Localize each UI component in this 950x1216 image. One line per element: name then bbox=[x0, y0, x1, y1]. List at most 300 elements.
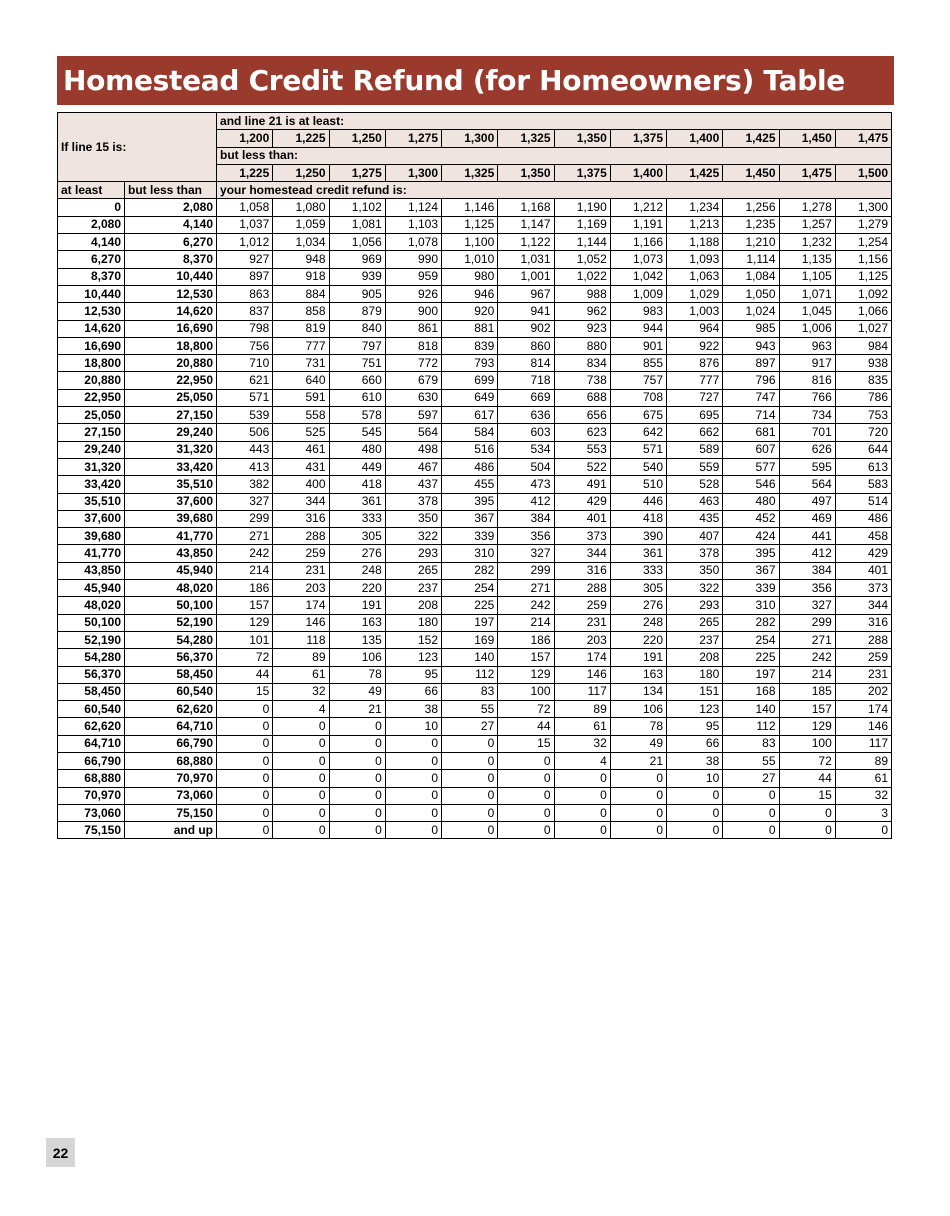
refund-cell: 699 bbox=[442, 372, 498, 389]
refund-cell: 356 bbox=[498, 528, 554, 545]
refund-cell: 0 bbox=[217, 787, 273, 804]
refund-cell: 0 bbox=[385, 787, 441, 804]
refund-cell: 772 bbox=[385, 355, 441, 372]
refund-cell: 0 bbox=[329, 735, 385, 752]
refund-cell: 720 bbox=[835, 424, 891, 441]
refund-cell: 282 bbox=[442, 562, 498, 579]
income-at-least-cell: 4,140 bbox=[58, 234, 125, 251]
income-at-least-cell: 58,450 bbox=[58, 683, 125, 700]
refund-cell: 884 bbox=[273, 285, 329, 302]
refund-cell: 0 bbox=[610, 787, 666, 804]
refund-cell: 1,003 bbox=[667, 303, 723, 320]
refund-cell: 967 bbox=[498, 285, 554, 302]
refund-cell: 316 bbox=[835, 614, 891, 631]
income-at-least-cell: 43,850 bbox=[58, 562, 125, 579]
table-row bbox=[58, 476, 892, 493]
refund-cell: 701 bbox=[779, 424, 835, 441]
refund-cell: 95 bbox=[667, 718, 723, 735]
refund-cell: 413 bbox=[217, 458, 273, 475]
table-row bbox=[58, 822, 892, 839]
refund-cell: 901 bbox=[610, 337, 666, 354]
line21-label: and line 21 is at least: bbox=[217, 113, 892, 130]
refund-cell: 100 bbox=[779, 735, 835, 752]
refund-cell: 1,254 bbox=[835, 234, 891, 251]
refund-cell: 157 bbox=[217, 597, 273, 614]
refund-cell: 310 bbox=[723, 597, 779, 614]
refund-cell: 446 bbox=[610, 493, 666, 510]
refund-cell: 78 bbox=[610, 718, 666, 735]
refund-cell: 185 bbox=[779, 683, 835, 700]
refund-cell: 356 bbox=[779, 580, 835, 597]
refund-cell: 1,147 bbox=[498, 216, 554, 233]
refund-cell: 497 bbox=[779, 493, 835, 510]
refund-cell: 265 bbox=[667, 614, 723, 631]
refund-cell: 636 bbox=[498, 407, 554, 424]
refund-cell: 926 bbox=[385, 285, 441, 302]
refund-cell: 163 bbox=[329, 614, 385, 631]
refund-cell: 818 bbox=[385, 337, 441, 354]
refund-cell: 897 bbox=[217, 268, 273, 285]
income-at-least-cell: 68,880 bbox=[58, 770, 125, 787]
refund-cell: 333 bbox=[610, 562, 666, 579]
refund-cell: 731 bbox=[273, 355, 329, 372]
refund-cell: 373 bbox=[835, 580, 891, 597]
income-less-than-cell: 37,600 bbox=[125, 493, 217, 510]
table-row bbox=[58, 285, 892, 302]
refund-cell: 129 bbox=[498, 666, 554, 683]
refund-cell: 78 bbox=[329, 666, 385, 683]
refund-cell: 0 bbox=[273, 735, 329, 752]
table-row bbox=[58, 355, 892, 372]
refund-cell: 0 bbox=[329, 822, 385, 839]
refund-cell: 66 bbox=[667, 735, 723, 752]
line21-threshold-cell: 1,225 bbox=[273, 130, 329, 147]
income-at-least-cell: 45,940 bbox=[58, 580, 125, 597]
refund-cell: 220 bbox=[329, 580, 385, 597]
income-at-least-cell: 75,150 bbox=[58, 822, 125, 839]
refund-cell: 473 bbox=[498, 476, 554, 493]
refund-cell: 640 bbox=[273, 372, 329, 389]
refund-cell: 793 bbox=[442, 355, 498, 372]
refund-cell: 963 bbox=[779, 337, 835, 354]
refund-cell: 437 bbox=[385, 476, 441, 493]
refund-cell: 1,144 bbox=[554, 234, 610, 251]
refund-cell: 21 bbox=[610, 752, 666, 769]
refund-cell: 378 bbox=[667, 545, 723, 562]
refund-cell: 0 bbox=[554, 804, 610, 821]
refund-cell: 225 bbox=[442, 597, 498, 614]
refund-cell: 180 bbox=[667, 666, 723, 683]
income-at-least-cell: 62,620 bbox=[58, 718, 125, 735]
refund-cell: 361 bbox=[329, 493, 385, 510]
refund-cell: 259 bbox=[273, 545, 329, 562]
refund-cell: 134 bbox=[610, 683, 666, 700]
refund-cell: 282 bbox=[723, 614, 779, 631]
refund-cell: 95 bbox=[385, 666, 441, 683]
refund-cell: 344 bbox=[273, 493, 329, 510]
refund-cell: 589 bbox=[667, 441, 723, 458]
refund-cell: 607 bbox=[723, 441, 779, 458]
refund-cell: 578 bbox=[329, 407, 385, 424]
table-row bbox=[58, 251, 892, 268]
table-row bbox=[58, 458, 892, 475]
income-at-least-cell: 73,060 bbox=[58, 804, 125, 821]
refund-cell: 516 bbox=[442, 441, 498, 458]
refund-cell: 1,029 bbox=[667, 285, 723, 302]
refund-cell: 259 bbox=[835, 649, 891, 666]
refund-cell: 89 bbox=[835, 752, 891, 769]
income-at-least-cell: 70,970 bbox=[58, 787, 125, 804]
refund-cell: 271 bbox=[217, 528, 273, 545]
refund-cell: 0 bbox=[385, 770, 441, 787]
refund-cell: 738 bbox=[554, 372, 610, 389]
refund-cell: 316 bbox=[554, 562, 610, 579]
refund-cell: 1,300 bbox=[835, 199, 891, 216]
line21-threshold-cell: 1,500 bbox=[835, 164, 891, 181]
line21-threshold-cell: 1,400 bbox=[667, 130, 723, 147]
refund-cell: 55 bbox=[442, 701, 498, 718]
refund-cell: 1,073 bbox=[610, 251, 666, 268]
refund-cell: 373 bbox=[554, 528, 610, 545]
refund-cell: 985 bbox=[723, 320, 779, 337]
refund-cell: 327 bbox=[217, 493, 273, 510]
refund-cell: 0 bbox=[273, 822, 329, 839]
income-at-least-cell: 54,280 bbox=[58, 649, 125, 666]
refund-cell: 151 bbox=[667, 683, 723, 700]
refund-cell: 242 bbox=[217, 545, 273, 562]
refund-cell: 49 bbox=[329, 683, 385, 700]
refund-cell: 0 bbox=[217, 735, 273, 752]
refund-cell: 242 bbox=[779, 649, 835, 666]
table-row bbox=[58, 787, 892, 804]
refund-cell: 1,213 bbox=[667, 216, 723, 233]
refund-cell: 441 bbox=[779, 528, 835, 545]
refund-cell: 467 bbox=[385, 458, 441, 475]
income-at-least-cell: 66,790 bbox=[58, 752, 125, 769]
refund-cell: 918 bbox=[273, 268, 329, 285]
income-at-least-cell: 10,440 bbox=[58, 285, 125, 302]
refund-cell: 944 bbox=[610, 320, 666, 337]
refund-cell: 920 bbox=[442, 303, 498, 320]
refund-cell: 32 bbox=[554, 735, 610, 752]
refund-cell: 577 bbox=[723, 458, 779, 475]
refund-cell: 1,256 bbox=[723, 199, 779, 216]
refund-cell: 675 bbox=[610, 407, 666, 424]
refund-cell: 814 bbox=[498, 355, 554, 372]
refund-cell: 1,100 bbox=[442, 234, 498, 251]
refund-cell: 152 bbox=[385, 631, 441, 648]
refund-cell: 558 bbox=[273, 407, 329, 424]
income-less-than-cell: 35,510 bbox=[125, 476, 217, 493]
refund-cell: 649 bbox=[442, 389, 498, 406]
refund-cell: 429 bbox=[835, 545, 891, 562]
if-line-15-label: If line 15 is: bbox=[58, 113, 217, 182]
refund-cell: 157 bbox=[498, 649, 554, 666]
refund-cell: 61 bbox=[835, 770, 891, 787]
refund-cell: 969 bbox=[329, 251, 385, 268]
refund-cell: 146 bbox=[273, 614, 329, 631]
refund-cell: 463 bbox=[667, 493, 723, 510]
line21-threshold-cell: 1,350 bbox=[554, 130, 610, 147]
income-less-than-cell: 10,440 bbox=[125, 268, 217, 285]
refund-cell: 186 bbox=[217, 580, 273, 597]
refund-cell: 753 bbox=[835, 407, 891, 424]
refund-cell: 881 bbox=[442, 320, 498, 337]
income-less-than-cell: 33,420 bbox=[125, 458, 217, 475]
refund-cell: 0 bbox=[554, 787, 610, 804]
income-less-than-cell: 60,540 bbox=[125, 683, 217, 700]
refund-cell: 610 bbox=[329, 389, 385, 406]
refund-cell: 1,093 bbox=[667, 251, 723, 268]
refund-cell: 644 bbox=[835, 441, 891, 458]
refund-cell: 0 bbox=[329, 752, 385, 769]
refund-cell: 613 bbox=[835, 458, 891, 475]
refund-cell: 27 bbox=[723, 770, 779, 787]
refund-cell: 400 bbox=[273, 476, 329, 493]
refund-cell: 718 bbox=[498, 372, 554, 389]
income-less-than-cell: 62,620 bbox=[125, 701, 217, 718]
income-at-least-cell: 2,080 bbox=[58, 216, 125, 233]
refund-cell: 747 bbox=[723, 389, 779, 406]
income-at-least-cell: 35,510 bbox=[58, 493, 125, 510]
line21-threshold-cell: 1,425 bbox=[723, 130, 779, 147]
refund-cell: 553 bbox=[554, 441, 610, 458]
refund-cell: 382 bbox=[217, 476, 273, 493]
refund-cell: 254 bbox=[442, 580, 498, 597]
table-row bbox=[58, 614, 892, 631]
income-at-least-cell: 64,710 bbox=[58, 735, 125, 752]
income-at-least-cell: 14,620 bbox=[58, 320, 125, 337]
refund-cell: 418 bbox=[610, 510, 666, 527]
refund-cell: 214 bbox=[779, 666, 835, 683]
income-less-than-cell: 14,620 bbox=[125, 303, 217, 320]
income-less-than-cell: 43,850 bbox=[125, 545, 217, 562]
refund-cell: 595 bbox=[779, 458, 835, 475]
refund-cell: 305 bbox=[329, 528, 385, 545]
income-at-least-cell: 29,240 bbox=[58, 441, 125, 458]
table-row bbox=[58, 718, 892, 735]
refund-cell: 1,257 bbox=[779, 216, 835, 233]
refund-cell: 964 bbox=[667, 320, 723, 337]
income-at-least-cell: 31,320 bbox=[58, 458, 125, 475]
refund-cell: 1,092 bbox=[835, 285, 891, 302]
refund-cell: 777 bbox=[667, 372, 723, 389]
refund-cell: 876 bbox=[667, 355, 723, 372]
refund-cell: 15 bbox=[217, 683, 273, 700]
refund-cell: 1,006 bbox=[779, 320, 835, 337]
table-row bbox=[58, 320, 892, 337]
refund-cell: 299 bbox=[217, 510, 273, 527]
refund-cell: 766 bbox=[779, 389, 835, 406]
refund-cell: 66 bbox=[385, 683, 441, 700]
refund-cell: 1,235 bbox=[723, 216, 779, 233]
refund-cell: 504 bbox=[498, 458, 554, 475]
refund-cell: 571 bbox=[610, 441, 666, 458]
refund-cell: 214 bbox=[498, 614, 554, 631]
refund-cell: 271 bbox=[498, 580, 554, 597]
refund-cell: 0 bbox=[498, 752, 554, 769]
page-number: 22 bbox=[46, 1138, 75, 1167]
refund-cell: 44 bbox=[779, 770, 835, 787]
refund-cell: 265 bbox=[385, 562, 441, 579]
refund-cell: 0 bbox=[442, 735, 498, 752]
refund-cell: 751 bbox=[329, 355, 385, 372]
refund-cell: 522 bbox=[554, 458, 610, 475]
income-less-than-cell: 39,680 bbox=[125, 510, 217, 527]
refund-cell: 506 bbox=[217, 424, 273, 441]
refund-cell: 299 bbox=[498, 562, 554, 579]
refund-cell: 545 bbox=[329, 424, 385, 441]
refund-cell: 584 bbox=[442, 424, 498, 441]
refund-cell: 174 bbox=[273, 597, 329, 614]
refund-cell: 839 bbox=[442, 337, 498, 354]
income-less-than-cell: 68,880 bbox=[125, 752, 217, 769]
refund-cell: 1,045 bbox=[779, 303, 835, 320]
income-less-than-cell: 41,770 bbox=[125, 528, 217, 545]
refund-cell: 157 bbox=[779, 701, 835, 718]
table-row bbox=[58, 735, 892, 752]
refund-cell: 106 bbox=[329, 649, 385, 666]
refund-cell: 327 bbox=[498, 545, 554, 562]
refund-cell: 38 bbox=[667, 752, 723, 769]
refund-cell: 350 bbox=[667, 562, 723, 579]
line21-threshold-cell: 1,400 bbox=[610, 164, 666, 181]
income-at-least-cell: 0 bbox=[58, 199, 125, 216]
refund-cell: 0 bbox=[554, 770, 610, 787]
table-row bbox=[58, 666, 892, 683]
income-less-than-cell: 6,270 bbox=[125, 234, 217, 251]
refund-cell: 310 bbox=[442, 545, 498, 562]
title-bar bbox=[57, 56, 894, 105]
refund-cell: 1,009 bbox=[610, 285, 666, 302]
refund-cell: 922 bbox=[667, 337, 723, 354]
line21-threshold-cell: 1,375 bbox=[610, 130, 666, 147]
income-less-than-cell: 58,450 bbox=[125, 666, 217, 683]
refund-cell: 174 bbox=[835, 701, 891, 718]
refund-cell: 514 bbox=[835, 493, 891, 510]
refund-cell: 1,058 bbox=[217, 199, 273, 216]
refund-cell: 339 bbox=[442, 528, 498, 545]
refund-cell: 276 bbox=[329, 545, 385, 562]
income-at-least-cell: 41,770 bbox=[58, 545, 125, 562]
refund-cell: 322 bbox=[385, 528, 441, 545]
refund-cell: 118 bbox=[273, 631, 329, 648]
income-at-least-cell: 22,950 bbox=[58, 389, 125, 406]
refund-cell: 480 bbox=[723, 493, 779, 510]
refund-cell: 1,105 bbox=[779, 268, 835, 285]
refund-cell: 0 bbox=[498, 770, 554, 787]
table-row bbox=[58, 649, 892, 666]
refund-cell: 412 bbox=[498, 493, 554, 510]
refund-cell: 401 bbox=[835, 562, 891, 579]
income-less-than-cell: 64,710 bbox=[125, 718, 217, 735]
table-row bbox=[58, 216, 892, 233]
refund-cell: 0 bbox=[554, 822, 610, 839]
refund-cell: 559 bbox=[667, 458, 723, 475]
line21-threshold-cell: 1,325 bbox=[442, 164, 498, 181]
income-at-least-cell: 48,020 bbox=[58, 597, 125, 614]
refund-cell: 32 bbox=[273, 683, 329, 700]
refund-cell: 837 bbox=[217, 303, 273, 320]
refund-cell: 571 bbox=[217, 389, 273, 406]
refund-cell: 237 bbox=[385, 580, 441, 597]
income-at-least-cell: 60,540 bbox=[58, 701, 125, 718]
income-at-least-cell: 39,680 bbox=[58, 528, 125, 545]
income-less-than-cell: 4,140 bbox=[125, 216, 217, 233]
refund-cell: 1,034 bbox=[273, 234, 329, 251]
refund-cell: 1,166 bbox=[610, 234, 666, 251]
refund-cell: 15 bbox=[779, 787, 835, 804]
refund-cell: 220 bbox=[610, 631, 666, 648]
refund-cell: 1,031 bbox=[498, 251, 554, 268]
income-less-than-cell: 50,100 bbox=[125, 597, 217, 614]
refund-cell: 333 bbox=[329, 510, 385, 527]
refund-cell: 486 bbox=[442, 458, 498, 475]
refund-cell: 231 bbox=[554, 614, 610, 631]
refund-cell: 27 bbox=[442, 718, 498, 735]
refund-cell: 1,059 bbox=[273, 216, 329, 233]
income-less-than-cell: 2,080 bbox=[125, 199, 217, 216]
table-row bbox=[58, 199, 892, 216]
table-row bbox=[58, 545, 892, 562]
refund-cell: 714 bbox=[723, 407, 779, 424]
income-less-than-cell: 54,280 bbox=[125, 631, 217, 648]
income-less-than-cell: 75,150 bbox=[125, 804, 217, 821]
refund-cell: 390 bbox=[610, 528, 666, 545]
refund-cell: 946 bbox=[442, 285, 498, 302]
refund-cell: 819 bbox=[273, 320, 329, 337]
refund-cell: 0 bbox=[273, 804, 329, 821]
refund-cell: 276 bbox=[610, 597, 666, 614]
income-at-least-cell: 16,690 bbox=[58, 337, 125, 354]
refund-cell: 117 bbox=[835, 735, 891, 752]
refund-cell: 401 bbox=[554, 510, 610, 527]
but-less-than-label: but less than: bbox=[217, 147, 892, 164]
refund-cell: 458 bbox=[835, 528, 891, 545]
refund-cell: 395 bbox=[442, 493, 498, 510]
refund-cell: 21 bbox=[329, 701, 385, 718]
income-at-least-cell: 12,530 bbox=[58, 303, 125, 320]
refund-cell: 83 bbox=[442, 683, 498, 700]
refund-cell: 15 bbox=[498, 735, 554, 752]
refund-cell: 695 bbox=[667, 407, 723, 424]
refund-cell: 0 bbox=[217, 770, 273, 787]
refund-cell: 528 bbox=[667, 476, 723, 493]
refund-cell: 0 bbox=[385, 804, 441, 821]
refund-cell: 546 bbox=[723, 476, 779, 493]
refund-cell: 617 bbox=[442, 407, 498, 424]
refund-cell: 443 bbox=[217, 441, 273, 458]
refund-cell: 880 bbox=[554, 337, 610, 354]
refund-cell: 1,125 bbox=[442, 216, 498, 233]
refund-cell: 293 bbox=[667, 597, 723, 614]
income-at-least-cell: 56,370 bbox=[58, 666, 125, 683]
refund-cell: 1,146 bbox=[442, 199, 498, 216]
refund-cell: 1,102 bbox=[329, 199, 385, 216]
refund-cell: 984 bbox=[835, 337, 891, 354]
refund-cell: 816 bbox=[779, 372, 835, 389]
refund-cell: 361 bbox=[610, 545, 666, 562]
refund-cell: 293 bbox=[385, 545, 441, 562]
income-less-than-cell: 20,880 bbox=[125, 355, 217, 372]
refund-cell: 564 bbox=[779, 476, 835, 493]
refund-cell: 271 bbox=[779, 631, 835, 648]
refund-cell: 626 bbox=[779, 441, 835, 458]
table-row bbox=[58, 701, 892, 718]
refund-cell: 1,056 bbox=[329, 234, 385, 251]
refund-cell: 0 bbox=[610, 804, 666, 821]
line21-threshold-cell: 1,300 bbox=[385, 164, 441, 181]
